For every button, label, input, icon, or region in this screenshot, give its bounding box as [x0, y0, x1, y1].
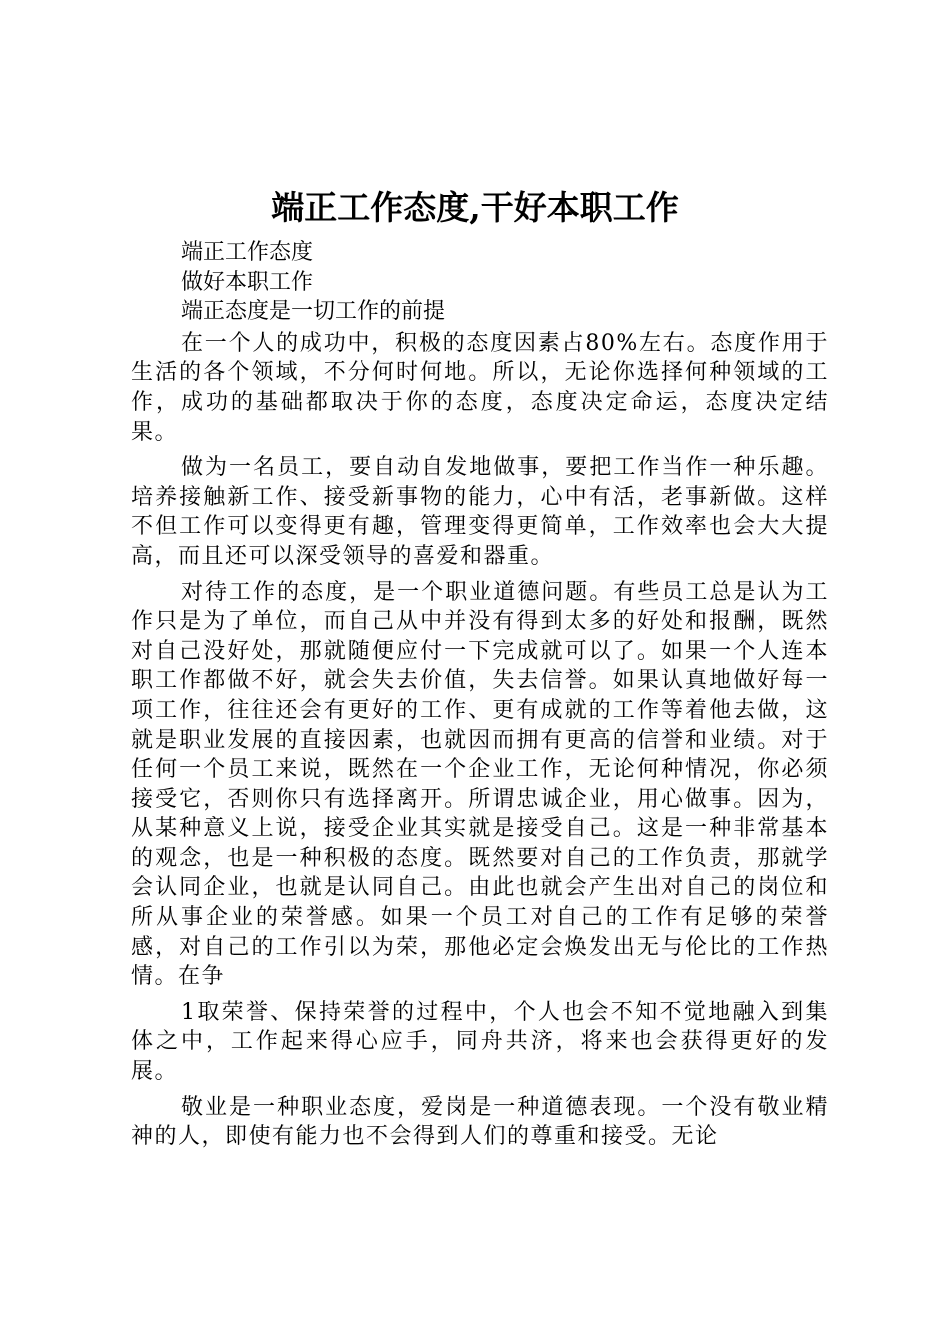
section-heading: 端正工作态度: [181, 240, 314, 265]
document-title: 端正工作态度,干好本职工作: [271, 188, 679, 227]
body-paragraph: 对待工作的态度，是一个职业道德问题。有些员工总是认为工作只是为了单位，而自己从中并没有得到太多的好处和报酬，既然对自己没好处，那就随便应付一下完成就可以了。如果一个人连本职工作都做不好，就会失去价值，失去信誉。如果认真地做好每一项工作，往往还会有更好的工作、更有成就的工作等着他去做，这就是职业发展的直接因素，也就因而拥有更高的信誉和业绩。对于任何一个员工来说，既然在一个企业工作，无论何种情况，你必须接受它，否则你只有选择离开。所谓忠诚企业，用心做事。因为，从某种意义上说，接受企业其实就是接受自己。这是一种非常基本的观念，也是一种积极的态度。既然要对自己的工作负责，那就学会认同企业，也就是认同自己。由此也就会产生出对自己的岗位和所从事企业的荣誉感。如果一个员工对自己的工作有足够的荣誉感，对自己的工作引以为荣，那他必定会焕发出无与伦比的工作热情。在争: [131, 579, 829, 990]
document-body: [131, 238, 829, 1152]
body-paragraph: 在一个人的成功中，积极的态度因素占80%左右。态度作用于生活的各个领域，不分何时何地。所以，无论你选择何种领域的工作，成功的基础都取决于你的态度，态度决定命运，态度决定结果。: [131, 330, 829, 445]
body-paragraph: 1取荣誉、保持荣誉的过程中，个人也会不知不觉地融入到集体之中，工作起来得心应手，同舟共济，将来也会获得更好的发展。: [131, 999, 829, 1085]
section-heading: 做好本职工作: [181, 269, 314, 295]
body-paragraph: 敬业是一种职业态度，爱岗是一种道德表现。一个没有敬业精神的人，即使有能力也不会得到人们的尊重和接受。无论: [131, 1094, 829, 1150]
section-heading: 端正态度是一切工作的前提: [181, 299, 446, 325]
body-paragraph: 做为一名员工，要自动自发地做事，要把工作当作一种乐趣。培养接触新工作、接受新事物的能力，心中有活，老事新做。这样不但工作可以变得更有趣，管理变得更简单，工作效率也会大大提高，而且还可以深受领导的喜爱和器重。: [131, 455, 829, 569]
